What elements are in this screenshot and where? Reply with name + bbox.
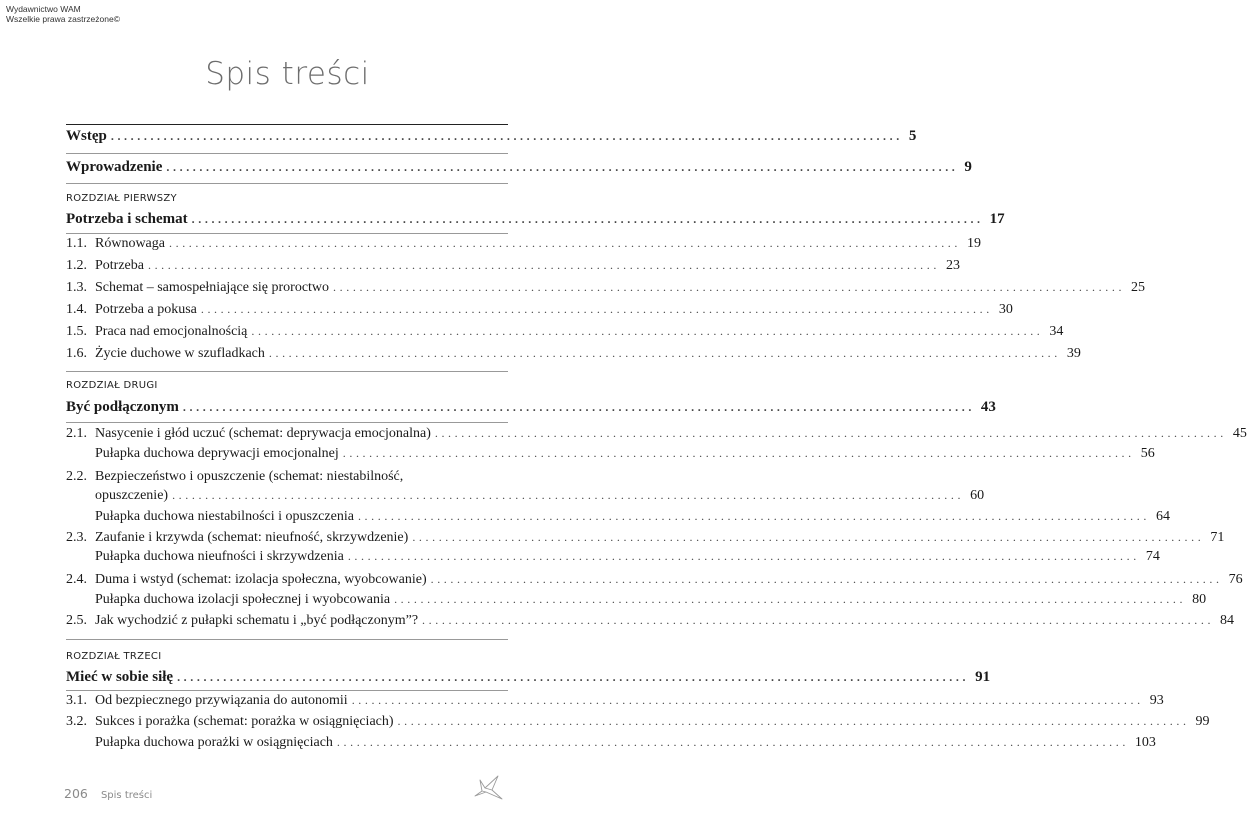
- toc-entry: [66, 426, 1247, 448]
- toc-entry-title: Praca nad emocjonalnością: [95, 324, 248, 339]
- dot-leader: ........................................................................................................................: [357, 509, 1150, 523]
- dot-leader: ........................................................................................................................: [333, 280, 1126, 294]
- toc-entry: [66, 280, 1146, 302]
- toc-entry-page: 84: [1220, 613, 1235, 628]
- toc-entry-page: 99: [1195, 714, 1210, 729]
- toc-entry: [66, 258, 960, 280]
- toc-entry-page: 91: [975, 669, 991, 685]
- dot-leader: ........................................................................................................................: [251, 324, 1044, 338]
- dot-leader: ........................................................................................................................: [169, 236, 961, 250]
- toc-subentry: [95, 446, 1155, 468]
- toc-entry-title: Potrzeba: [95, 258, 144, 273]
- toc-entry: [66, 236, 981, 258]
- dot-leader: ........................................................................................................................: [394, 592, 1187, 606]
- toc-entry-page: 43: [980, 399, 996, 415]
- toc-subentry: [95, 735, 1156, 757]
- toc-entry-title: Wstęp: [66, 128, 107, 144]
- rights-notice: Wszelkie prawa zastrzeżone©: [6, 14, 120, 24]
- dot-leader: ........................................................................................................................: [351, 693, 1144, 707]
- dot-leader: ........................................................................................................................: [397, 714, 1190, 728]
- toc-entry-title-line2: opuszczenie): [95, 488, 169, 503]
- dot-leader: ........................................................................................................................: [434, 426, 1227, 440]
- toc-entry-title: Sukces i porażka (schemat: porażka w osiągnięciach): [95, 714, 394, 729]
- toc-entry-title: Pułapka duchowa izolacji społecznej i wyobcowania: [95, 592, 391, 607]
- dot-leader: ........................................................................................................................: [182, 400, 975, 414]
- toc-entry-title: Pułapka duchowa nieufności i skrzywdzenia: [95, 549, 344, 564]
- toc-entry-number: 3.2.: [66, 714, 87, 729]
- toc-entry-wprowadzenie: [66, 159, 972, 181]
- toc-entry-page: 5: [908, 128, 917, 144]
- page-footer: [64, 783, 152, 802]
- toc-entry-title: Mieć w sobie siłę: [66, 669, 174, 685]
- toc-entry-title: Życie duchowe w szufladkach: [95, 346, 265, 361]
- running-title: Spis treści: [100, 790, 153, 801]
- toc-entry-title: Potrzeba a pokusa: [95, 302, 197, 317]
- toc-entry-title: Jak wychodzić z pułapki schematu i „być podłączonym”?: [95, 613, 419, 628]
- dot-leader: ........................................................................................................................: [412, 530, 1205, 544]
- toc-entry-title: Schemat – samospełniające się proroctwo: [95, 280, 330, 295]
- toc-entry: [66, 714, 1210, 736]
- toc-entry-title: Być podłączonym: [66, 399, 179, 415]
- chapter-label: ROZDZIAŁ PIERWSZY: [66, 193, 177, 204]
- toc-entry-page: 93: [1149, 693, 1164, 708]
- toc-entry-page: 56: [1140, 446, 1155, 461]
- divider: [66, 422, 508, 423]
- toc-entry-number: 1.2.: [66, 258, 87, 273]
- dot-leader: ........................................................................................................................: [147, 258, 940, 272]
- toc-entry-title: Równowaga: [95, 236, 165, 251]
- toc-entry: [66, 613, 1235, 635]
- dot-leader: ........................................................................................................................: [268, 346, 1061, 360]
- dot-leader: ........................................................................................................................: [166, 160, 959, 174]
- toc-entry: [66, 302, 1013, 324]
- toc-entry-page: 74: [1145, 549, 1160, 564]
- toc-entry-number: 2.3.: [66, 530, 87, 545]
- toc-subentry: [95, 549, 1160, 571]
- toc-entry-page: 80: [1192, 592, 1207, 607]
- dot-leader: ........................................................................................................................: [430, 572, 1223, 586]
- toc-entry-number: 1.6.: [66, 346, 87, 361]
- toc-entry-number: 1.4.: [66, 302, 87, 317]
- toc-entry-title: Potrzeba i schemat: [66, 211, 188, 227]
- toc-entry: [66, 324, 1064, 346]
- toc-chapter-title: [66, 669, 991, 691]
- publisher-notice: [6, 4, 120, 24]
- toc-entry-page: 76: [1228, 572, 1243, 587]
- divider: [66, 183, 508, 184]
- toc-entry-title: Wprowadzenie: [66, 159, 163, 175]
- toc-entry-number: 1.1.: [66, 236, 87, 251]
- toc-entry-page: 60: [970, 488, 985, 503]
- toc-entry-page: 9: [964, 159, 972, 175]
- toc-entry-title: Pułapka duchowa porażki w osiągnięciach: [95, 735, 333, 750]
- toc-entry-number: 2.1.: [66, 426, 87, 441]
- divider: [66, 690, 508, 691]
- divider: [66, 153, 508, 154]
- toc-entry-multiline: [66, 469, 403, 485]
- toc-entry-title: Duma i wstyd (schemat: izolacja społeczna, wyobcowanie): [95, 572, 427, 587]
- toc-entry-title: Zaufanie i krzywda (schemat: nieufność, skrzywdzenie): [95, 530, 409, 545]
- dot-leader: ........................................................................................................................: [342, 446, 1135, 460]
- dot-leader: ........................................................................................................................: [110, 129, 903, 143]
- toc-subentry: [95, 592, 1207, 614]
- toc-chapter-title: [66, 399, 996, 421]
- toc-entry-page: 39: [1066, 346, 1081, 361]
- toc-subentry: [95, 509, 1170, 531]
- toc-entry: [66, 572, 1243, 594]
- toc-entry-title-line1: Bezpieczeństwo i opuszczenie (schemat: niestabilność,: [95, 469, 404, 484]
- toc-entry-number: 2.2.: [66, 469, 87, 484]
- toc-entry-page: 23: [945, 258, 960, 273]
- toc-entry-number: 1.3.: [66, 280, 87, 295]
- toc-entry: [66, 346, 1081, 368]
- toc-entry-page: 71: [1210, 530, 1225, 545]
- toc-entry-number: 1.5.: [66, 324, 87, 339]
- paper-bird-icon: [472, 774, 506, 802]
- toc-entry: [66, 693, 1164, 715]
- dot-leader: ........................................................................................................................: [422, 613, 1215, 627]
- toc-entry-page: 19: [967, 236, 981, 251]
- dot-leader: ........................................................................................................................: [200, 302, 993, 316]
- divider: [66, 639, 508, 640]
- chapter-label: ROZDZIAŁ TRZECI: [66, 651, 162, 662]
- toc-chapter-title: [66, 211, 1005, 233]
- dot-leader: ........................................................................................................................: [191, 212, 984, 226]
- toc-entry-page: 103: [1134, 735, 1156, 750]
- divider: [66, 233, 508, 234]
- toc-entry-title: Pułapka duchowa niestabilności i opuszczenia: [95, 509, 354, 524]
- toc-entry-number: 2.4.: [66, 572, 87, 587]
- toc-entry-title: Pułapka duchowa deprywacji emocjonalnej: [95, 446, 339, 461]
- divider: [66, 124, 508, 125]
- toc-entry-number: 3.1.: [66, 693, 87, 708]
- dot-leader: ........................................................................................................................: [336, 735, 1129, 749]
- toc-entry-page: 34: [1049, 324, 1064, 339]
- page-number: 206: [64, 786, 88, 801]
- toc-entry-page: 17: [989, 211, 1005, 227]
- toc-entry-wstep: [66, 128, 917, 150]
- dot-leader: ........................................................................................................................: [172, 488, 965, 502]
- divider: [66, 371, 508, 372]
- toc-entry-page: 25: [1131, 280, 1146, 295]
- dot-leader: ........................................................................................................................: [177, 670, 970, 684]
- toc-entry-title: Nasycenie i głód uczuć (schemat: deprywacja emocjonalna): [95, 426, 431, 441]
- toc-entry-page: 30: [998, 302, 1013, 317]
- dot-leader: ........................................................................................................................: [347, 549, 1140, 563]
- toc-entry-title: Od bezpiecznego przywiązania do autonomii: [95, 693, 348, 708]
- chapter-label: ROZDZIAŁ DRUGI: [66, 380, 158, 391]
- page-title: Spis treści: [205, 56, 370, 92]
- toc-entry-page: 64: [1155, 509, 1170, 524]
- toc-entry-number: 2.5.: [66, 613, 87, 628]
- publisher-name: Wydawnictwo WAM: [6, 4, 81, 14]
- toc-entry-page: 45: [1232, 426, 1247, 441]
- toc-entry-continuation: [95, 488, 985, 510]
